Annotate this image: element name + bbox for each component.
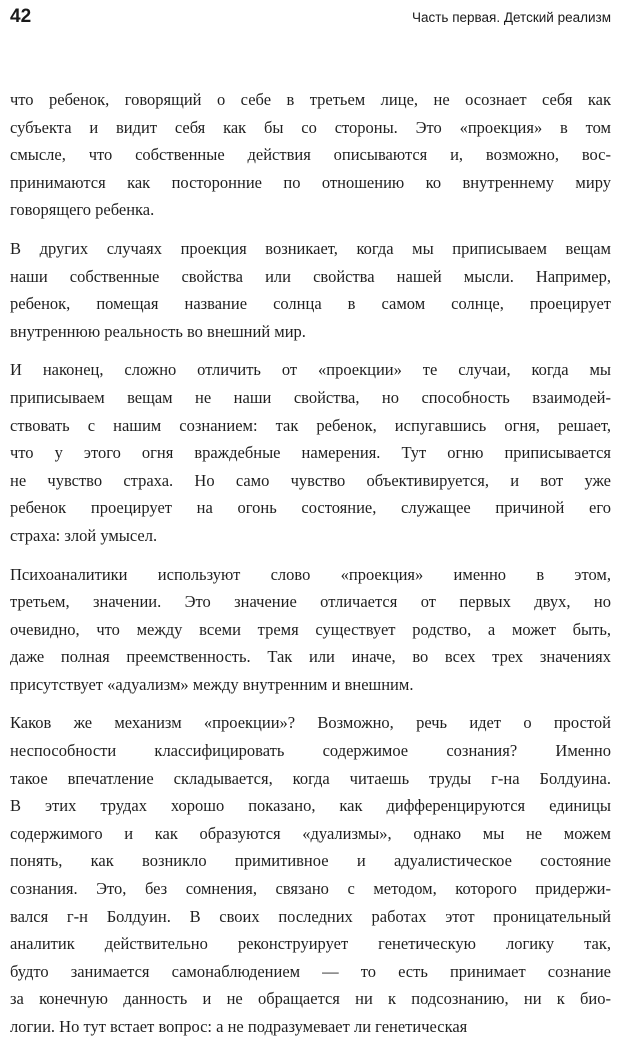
text-line: И наконец, сложно отличить от «проекции» те случаи, когда мы [10, 360, 611, 380]
text-line: смысле, что собственные действия описываются и, возможно, вос- [10, 145, 611, 165]
text-line: очевидно, что между всеми тремя существует родство, а может быть, [10, 619, 611, 639]
text-line: что у этого огня враждебные намерения. Тут огню приписывается [10, 443, 611, 463]
running-title: Часть первая. Детский реализм [411, 10, 611, 25]
text-line: говорящего ребенка. [10, 200, 155, 220]
text-line: Психоаналитики используют слово «проекция» именно в этом, [10, 564, 611, 584]
text-line: за конечную данность и не обращается ни к подсознанию, ни к био- [10, 989, 611, 1009]
text-line: третьем, значении. Это значение отличается от первых двух, но [10, 592, 611, 612]
text-line: наши собственные свойства или свойства нашей мысли. Например, [10, 266, 611, 286]
text-line: страха: злой умысел. [10, 525, 158, 545]
text-line: ствовать с нашим сознанием: так ребенок, испугавшись огня, решает, [10, 415, 611, 435]
text-line: внутреннюю реальность во внешний мир. [10, 321, 306, 341]
text-line: сознания. Это, без сомнения, связано с методом, которого придержи- [10, 879, 611, 899]
text-line: ребенок проецирует на огонь состояние, служащее причиной его [10, 498, 611, 518]
page-number: 42 [10, 6, 32, 27]
text-line: аналитик действительно реконструирует генетическую логику так, [10, 934, 611, 954]
text-line: не чувство страха. Но само чувство объективируется, и вот уже [10, 470, 611, 490]
text-line: такое впечатление складывается, когда читаешь труды г-на Болдуина. [10, 768, 611, 788]
body-text [10, 86, 611, 1052]
text-line: неспособности классифицировать содержимое сознания? Именно [10, 741, 611, 761]
text-line: Каков же механизм «проекции»? Возможно, речь идет о простой [10, 713, 611, 733]
running-head [10, 6, 611, 30]
text-line: логии. Но тут встает вопрос: а не подразумевает ли генетическая [10, 1017, 468, 1036]
paragraph [10, 86, 611, 224]
paragraph [10, 235, 611, 345]
paragraph [10, 709, 611, 1040]
text-line: даже полная преемственность. Так или иначе, во всех трех значениях [10, 647, 611, 667]
text-line: В других случаях проекция возникает, когда мы приписываем вещам [10, 238, 611, 258]
text-line: содержимого и как образуются «дуализмы», однако мы не можем [10, 823, 611, 843]
text-line: присутствует «адуализм» между внутренним и внешним. [10, 674, 414, 694]
text-line: что ребенок, говорящий о себе в третьем лице, не осознает себя как [10, 90, 611, 109]
text-line: принимаются как посторонние по отношению ко внутреннему миру [10, 172, 611, 192]
text-line: приписываем вещам не наши свойства, но способность взаимодей- [10, 387, 611, 407]
text-line: В этих трудах хорошо показано, как дифференцируются единицы [10, 796, 611, 816]
paragraph [10, 561, 611, 699]
paragraph [10, 356, 611, 549]
text-line: субъекта и видит себя как бы со стороны. Это «проекция» в том [10, 117, 611, 137]
text-line: понять, как возникло примитивное и адуалистическое состояние [10, 851, 611, 871]
text-line: вался г-н Болдуин. В своих последних работах этот проницательный [10, 906, 611, 926]
text-line: будто занимается самонаблюдением — то есть принимает сознание [10, 961, 611, 981]
text-line: ребенок, помещая название солнца в самом солнце, проецирует [10, 294, 611, 314]
